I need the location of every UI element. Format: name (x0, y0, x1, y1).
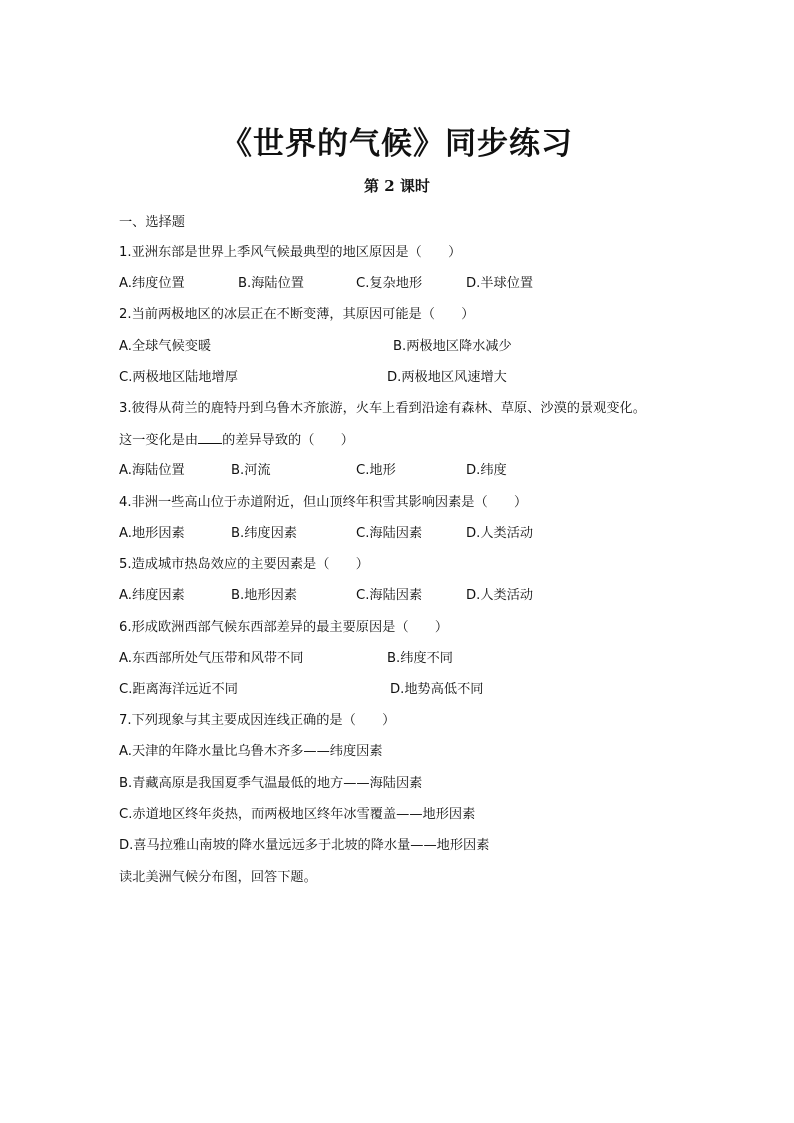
question-stem-3: 3.彼得从荷兰的鹿特丹到乌鲁木齐旅游，火车上看到沿途有森林、草原、沙漠的景观变化。 (119, 401, 646, 416)
option-7d: D.喜马拉雅山南坡的降水量远远多于北坡的降水量——地形因素 (119, 838, 490, 853)
option-6a: A.东西部所处气压带和风带不同 (119, 651, 304, 666)
option-5d: D.人类活动 (466, 588, 534, 603)
question-stem-7: 7.下列现象与其主要成因连线正确的是（ ） (119, 713, 396, 728)
page-subtitle: 第 2 课时 (364, 177, 430, 195)
option-2a: A.全球气候变暖 (119, 339, 212, 354)
question-stem-3-part-b: 的差异导致的（ ） (222, 433, 354, 448)
option-1d: D.半球位置 (466, 276, 534, 291)
option-6b: B.纬度不同 (387, 651, 453, 666)
answer-blank (198, 431, 222, 444)
option-1a: A.纬度位置 (119, 276, 185, 291)
question-stem-3-cont (119, 431, 354, 450)
option-2d: D.两极地区风速增大 (387, 370, 507, 385)
option-4a: A.地形因素 (119, 526, 185, 541)
page-title: 《世界的气候》同步练习 (221, 126, 573, 162)
option-7a: A.天津的年降水量比乌鲁木齐多——纬度因素 (119, 744, 383, 759)
option-3d: D.纬度 (466, 463, 507, 478)
option-5b: B.地形因素 (231, 588, 297, 603)
option-1b: B.海陆位置 (238, 276, 304, 291)
option-4c: C.海陆因素 (356, 526, 423, 541)
option-5a: A.纬度因素 (119, 588, 185, 603)
question-stem-5: 5.造成城市热岛效应的主要因素是（ ） (119, 557, 369, 572)
option-3c: C.地形 (356, 463, 396, 478)
option-3a: A.海陆位置 (119, 463, 185, 478)
option-7b: B.青藏高原是我国夏季气温最低的地方——海陆因素 (119, 776, 423, 791)
option-5c: C.海陆因素 (356, 588, 423, 603)
option-3b: B.河流 (231, 463, 271, 478)
option-1c: C.复杂地形 (356, 276, 423, 291)
option-2c: C.两极地区陆地增厚 (119, 370, 238, 385)
option-7c: C.赤道地区终年炎热，而两极地区终年冰雪覆盖——地形因素 (119, 807, 476, 822)
question-stem-4: 4.非洲一些高山位于赤道附近，但山顶终年积雪其影响因素是（ ） (119, 495, 528, 510)
closing-instruction: 读北美洲气候分布图，回答下题。 (119, 870, 317, 885)
option-6d: D.地势高低不同 (390, 682, 484, 697)
question-stem-3-part-a: 这一变化是由 (119, 433, 199, 448)
question-stem-1: 1.亚洲东部是世界上季风气候最典型的地区原因是（ ） (119, 245, 462, 260)
question-stem-6: 6.形成欧洲西部气候东西部差异的最主要原因是（ ） (119, 620, 449, 635)
option-2b: B.两极地区降水减少 (393, 339, 512, 354)
option-4b: B.纬度因素 (231, 526, 297, 541)
section-heading: 一、选择题 (119, 215, 185, 230)
option-6c: C.距离海洋远近不同 (119, 682, 238, 697)
question-stem-2: 2.当前两极地区的冰层正在不断变薄，其原因可能是（ ） (119, 307, 475, 322)
option-4d: D.人类活动 (466, 526, 534, 541)
